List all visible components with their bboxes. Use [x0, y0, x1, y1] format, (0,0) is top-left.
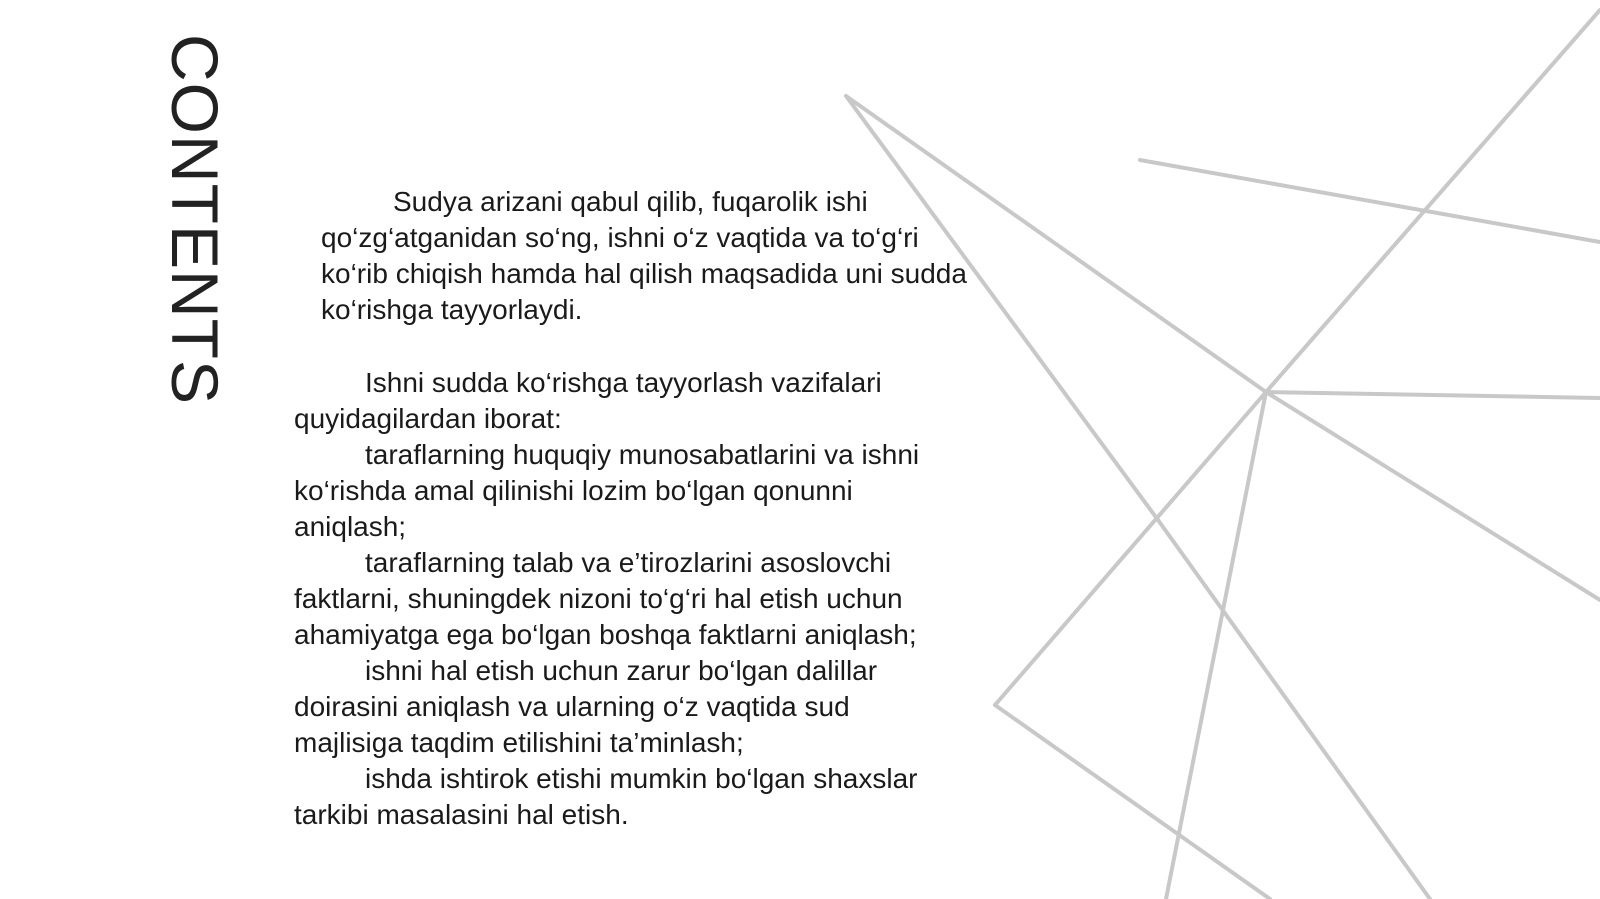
body-paragraph-item: ishda ishtirok etishi mumkin bo‘lgan shaxslar tarkibi masalasini hal etish.	[294, 763, 918, 830]
deco-line	[995, 392, 1266, 705]
deco-line	[1158, 520, 1430, 899]
deco-line	[1166, 392, 1266, 899]
deco-line	[995, 705, 1270, 899]
deco-line	[1266, 392, 1600, 398]
body-paragraph-heading: Ishni sudda ko‘rishga tayyorlash vazifalari quyidagilardan iborat:	[294, 367, 882, 434]
body-text	[294, 365, 954, 833]
body-paragraph-item: ishni hal etish uchun zarur bo‘lgan dalillar doirasini aniqlash va ularning o‘z vaqtida sud majlisiga taqdim etilishini ta’minlash;	[294, 655, 878, 758]
body-paragraph-item: taraflarning huquqiy munosabatlarini va ishni ko‘rishda amal qilinishi lozim bo‘lgan qonunni aniqlash;	[294, 439, 920, 542]
intro-paragraph	[321, 184, 981, 328]
deco-line	[1266, 10, 1600, 392]
side-title: CONTENTS	[158, 34, 232, 405]
deco-line	[1140, 160, 1600, 242]
intro-text: Sudya arizani qabul qilib, fuqarolik ishi qo‘zg‘atganidan so‘ng, ishni o‘z vaqtida va to‘g‘ri ko‘rib chiqish hamda hal qilish maqsadida uni sudda ko‘rishga tayyorlaydi.	[321, 186, 967, 325]
body-paragraph-item: taraflarning talab va e’tirozlarini asoslovchi faktlarni, shuningdek nizoni to‘g‘ri hal etish uchun ahamiyatga ega bo‘lgan boshqa faktlarni aniqlash;	[294, 547, 917, 650]
deco-line	[1266, 392, 1600, 600]
